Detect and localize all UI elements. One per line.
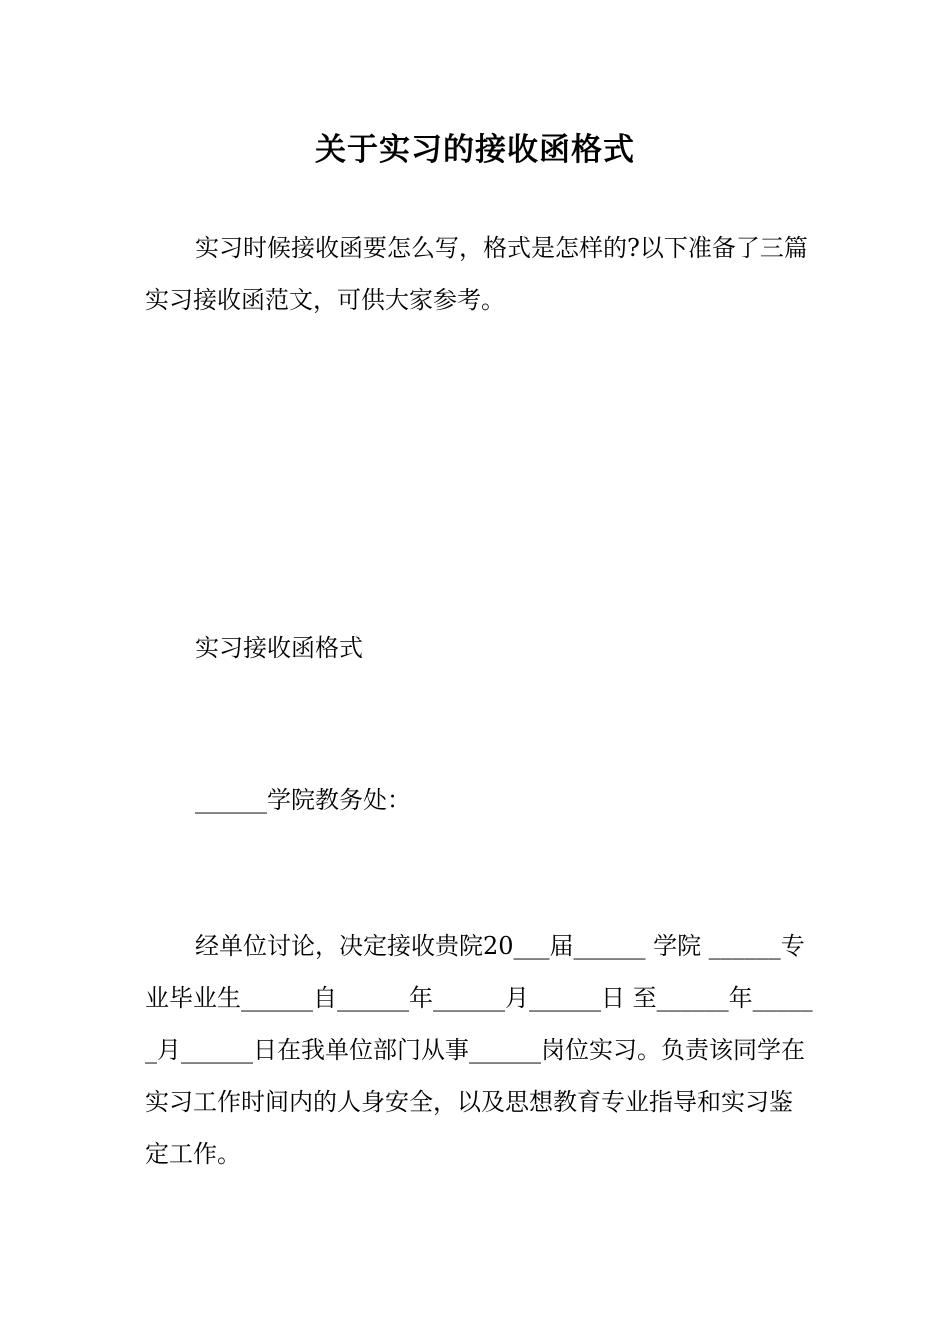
intro-paragraph: 实习时候接收函要怎么写，格式是怎样的?以下准备了三篇实习接收函范文，可供大家参考。 [145, 234, 808, 314]
document-title: 关于实习的接收函格式 [315, 132, 635, 168]
section-heading: 实习接收函格式 [195, 634, 363, 662]
salutation-line: ______学院教务处： [195, 786, 411, 814]
body-paragraph: 经单位讨论，决定接收贵院20___届______ 学院 ______专业毕业生______自______年______月______日 至______年______月______日在我单位部门从事______岗位实习。负责该同学在实习工作时间内的人身安全，以及思想教育专业指导和实习鉴定工作。 [145, 932, 813, 1168]
